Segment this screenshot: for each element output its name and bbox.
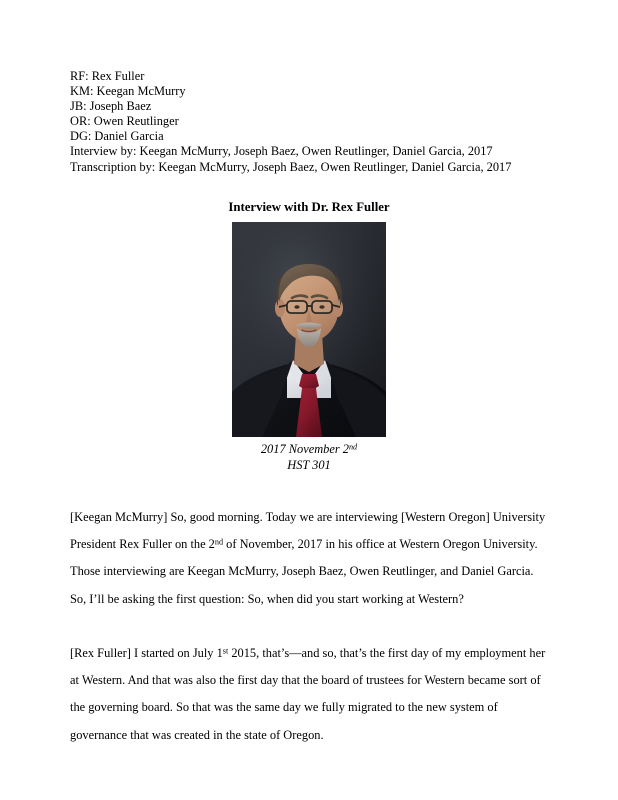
transcript-paragraph-2 [70, 640, 549, 749]
paragraph-1-segment-2: of November, 2017 in his office at Western Oregon University. Those interviewing are Keegan McMurry, Joseph Baez, Owen Reutlinger, and Daniel Garcia. So, I’ll be asking the first question: So, when did you start working at Western? [70, 537, 538, 606]
portrait-photo [232, 222, 386, 437]
paragraph-2-segment-1: [Rex Fuller] I started on July 1 [70, 646, 223, 660]
paragraph-spacer [70, 613, 549, 640]
portrait-photo-image [232, 222, 386, 437]
header-line: RF: Rex Fuller [70, 69, 145, 83]
transcript-body [70, 504, 549, 749]
header-line-transcription-by: Transcription by: Keegan McMurry, Joseph Baez, Owen Reutlinger, Daniel Garcia, 2017 [70, 159, 512, 174]
header-line: DG: Daniel Garcia [70, 129, 164, 144]
caption-date-text: 2017 November 2 [260, 442, 349, 456]
caption-date-ordinal: nd [348, 442, 358, 452]
header-line-interview-by: Interview by: Keegan McMurry, Joseph Baez, Owen Reutlinger, Daniel Garcia, 2017 [70, 144, 493, 159]
header-line: JB: Joseph Baez [70, 99, 152, 114]
caption-course-line: HST 301 [287, 457, 331, 472]
paragraph-1-segment-1: [Keegan McMurry] So, good morning. Today we are interviewing [Western Oregon] University President Rex Fuller on the 2 [70, 510, 546, 552]
caption-date-line [70, 442, 548, 458]
paragraph-2-segment-2: 2015, that’s—and so, that’s the first day of my employment her at Western. And that was also the first day that the board of trustees for Western became sort of the governing board. So that was the same day we fully migrated to the new system of governance that was created in the state of Oregon. [70, 646, 546, 742]
paragraph-2-ordinal: st [222, 646, 229, 656]
page-title: Interview with Dr. Rex Fuller [228, 200, 390, 214]
header-line: KM: Keegan McMurry [70, 84, 186, 99]
transcript-paragraph-1 [70, 504, 549, 613]
speaker-key-block [70, 69, 548, 175]
paragraph-1-ordinal: nd [214, 537, 224, 547]
photo-caption [70, 442, 548, 473]
header-line: OR: Owen Reutlinger [70, 114, 179, 129]
